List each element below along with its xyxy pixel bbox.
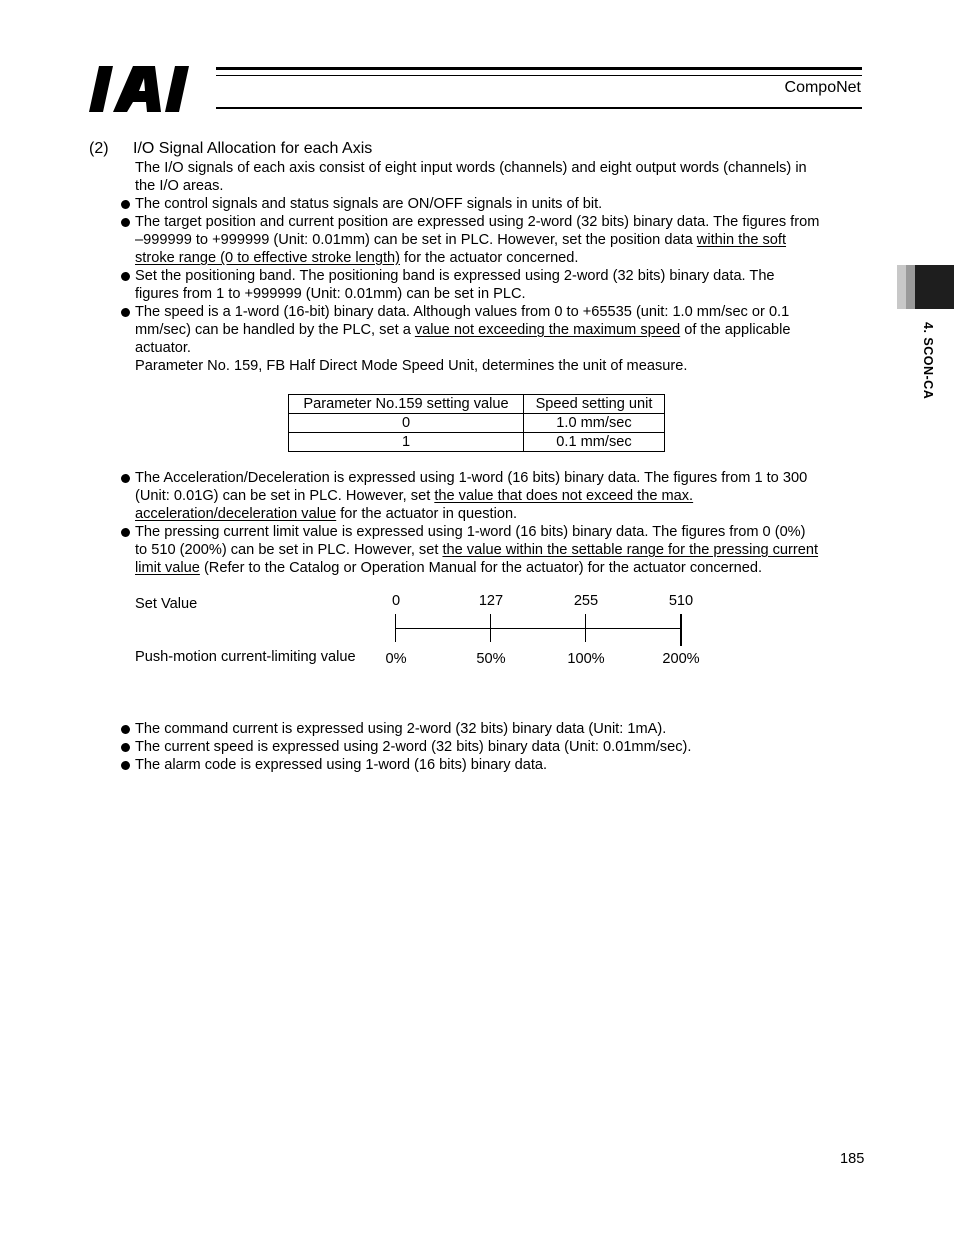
iai-logo (89, 66, 209, 112)
bullet-text-line (135, 469, 807, 487)
scale-set-value: 510 (668, 593, 694, 609)
bullet-icon (121, 725, 130, 734)
intro-line: The I/O signals of each axis consist of eight input words (channels) and eight output words (channels) in (135, 160, 807, 176)
text-run: to 510 (200%) can be set in PLC. However, set (135, 542, 443, 558)
scale-tick (680, 614, 682, 646)
table-header-cell: Parameter No.159 setting value (289, 395, 524, 414)
bullet-text-line (135, 285, 526, 303)
scale-percent-value: 100% (567, 651, 605, 667)
text-run: The alarm code is expressed using 1-word (16 bits) binary data. (135, 757, 548, 773)
underlined-emphasis: within the soft (696, 232, 787, 248)
scale-tick (585, 614, 586, 642)
text-run: figures from 1 to +999999 (Unit: 0.01mm) can be set in PLC. (135, 286, 526, 302)
text-run: (Unit: 0.01G) can be set in PLC. However, set (135, 488, 435, 504)
bullet-text-line (135, 195, 602, 213)
bullet-text-line (135, 756, 547, 774)
bullet-text-line (135, 267, 775, 285)
bullet-icon (121, 474, 130, 483)
bullet-icon (121, 761, 130, 770)
underlined-emphasis: value not exceeding the maximum speed (414, 322, 681, 338)
bullet-icon (121, 218, 130, 227)
table-row (289, 414, 665, 433)
text-run: The pressing current limit value is expressed using 1-word (16 bits) binary data. The figures from 0 (0%) (135, 524, 806, 540)
text-run: The command current is expressed using 2-word (32 bits) binary data (Unit: 1mA). (135, 721, 667, 737)
text-run: of the applicable (680, 322, 791, 338)
bullet-text-line (135, 523, 806, 541)
table-cell: 1 (289, 433, 524, 452)
scale-tick (490, 614, 491, 642)
bullet-text-line (135, 487, 693, 505)
text-run: The control signals and status signals are ON/OFF signals in units of bit. (135, 196, 603, 212)
scale-percent-value: 0% (385, 651, 407, 667)
scale-tick (395, 614, 396, 642)
text-run: (Refer to the Catalog or Operation Manual for the actuator) for the actuator concerned. (199, 560, 763, 576)
text-run: The target position and current position are expressed using 2-word (32 bits) binary data. The figures from (135, 214, 820, 230)
bullet-text-line (135, 321, 791, 339)
underlined-emphasis: the value that does not exceed the max. (434, 488, 694, 504)
bullet-text-line (135, 303, 789, 321)
bullet-icon (121, 272, 130, 281)
text-run: for the actuator in question. (336, 506, 518, 522)
underlined-emphasis: limit value (135, 560, 200, 576)
bullet-text-line (135, 505, 517, 523)
header-title: CompoNet (784, 79, 861, 96)
table-header-row (289, 395, 665, 414)
text-run: actuator. (135, 340, 191, 356)
bullet-text-line (135, 720, 666, 738)
underlined-emphasis: acceleration/deceleration value (135, 506, 337, 522)
chapter-tab (897, 265, 954, 309)
table-cell: 1.0 mm/sec (524, 414, 665, 433)
bullet-icon (121, 200, 130, 209)
bullet-text-line (135, 249, 578, 267)
bullet-text-line (135, 339, 191, 357)
scale-set-value: 127 (478, 593, 504, 609)
bullet-text-line (135, 213, 819, 231)
text-run: The speed is a 1-word (16-bit) binary data. Although values from 0 to +65535 (unit: 1.0 mm/sec or 0.1 (135, 304, 790, 320)
bullet-text-line (135, 738, 691, 756)
bullet-text-line (135, 541, 818, 559)
bullet-icon (121, 308, 130, 317)
section-title: I/O Signal Allocation for each Axis (133, 140, 373, 157)
bullet-icon (121, 528, 130, 537)
text-run: –999999 to +999999 (Unit: 0.01mm) can be set in PLC. However, set the position data (135, 232, 697, 248)
bullet-icon (121, 743, 130, 752)
page-number: 185 (840, 1151, 865, 1167)
header-rule-thin (216, 75, 862, 76)
section-number: (2) (89, 140, 109, 157)
text-run: The current speed is expressed using 2-word (32 bits) binary data (Unit: 0.01mm/sec). (135, 739, 692, 755)
scale-set-value: 0 (391, 593, 401, 609)
scale-percent-value: 50% (476, 651, 506, 667)
table-row (289, 433, 665, 452)
header-rule-bottom (216, 107, 862, 109)
push-current-label: Push-motion current-limiting value (135, 649, 356, 665)
text-run: Parameter No. 159, FB Half Direct Mode Speed Unit, determines the unit of measure. (135, 358, 688, 374)
table-cell: 0.1 mm/sec (524, 433, 665, 452)
table-header-cell: Speed setting unit (524, 395, 665, 414)
set-value-label: Set Value (135, 596, 198, 612)
scale-set-value: 255 (573, 593, 599, 609)
section-heading (89, 140, 372, 158)
scale-percent-value: 200% (662, 651, 700, 667)
intro-line: the I/O areas. (135, 178, 224, 194)
text-run: Set the positioning band. The positioning band is expressed using 2-word (32 bits) binary data. The (135, 268, 775, 284)
underlined-emphasis: the value within the settable range for the pressing current (442, 542, 819, 558)
underlined-emphasis: stroke range (0 to effective stroke length) (135, 250, 400, 266)
table-cell: 0 (289, 414, 524, 433)
speed-unit-table (288, 394, 665, 452)
text-run: The Acceleration/Deceleration is expressed using 1-word (16 bits) binary data. The figures from 1 to 300 (135, 470, 808, 486)
bullet-text-line (135, 559, 762, 577)
scale-axis-line (396, 628, 682, 629)
header-rule-top (216, 67, 862, 70)
bullet-text-line (135, 357, 687, 375)
bullet-text-line (135, 231, 786, 249)
chapter-label: 4. SCON-CA (921, 322, 935, 400)
text-run: for the actuator concerned. (400, 250, 579, 266)
text-run: mm/sec) can be handled by the PLC, set a (135, 322, 415, 338)
